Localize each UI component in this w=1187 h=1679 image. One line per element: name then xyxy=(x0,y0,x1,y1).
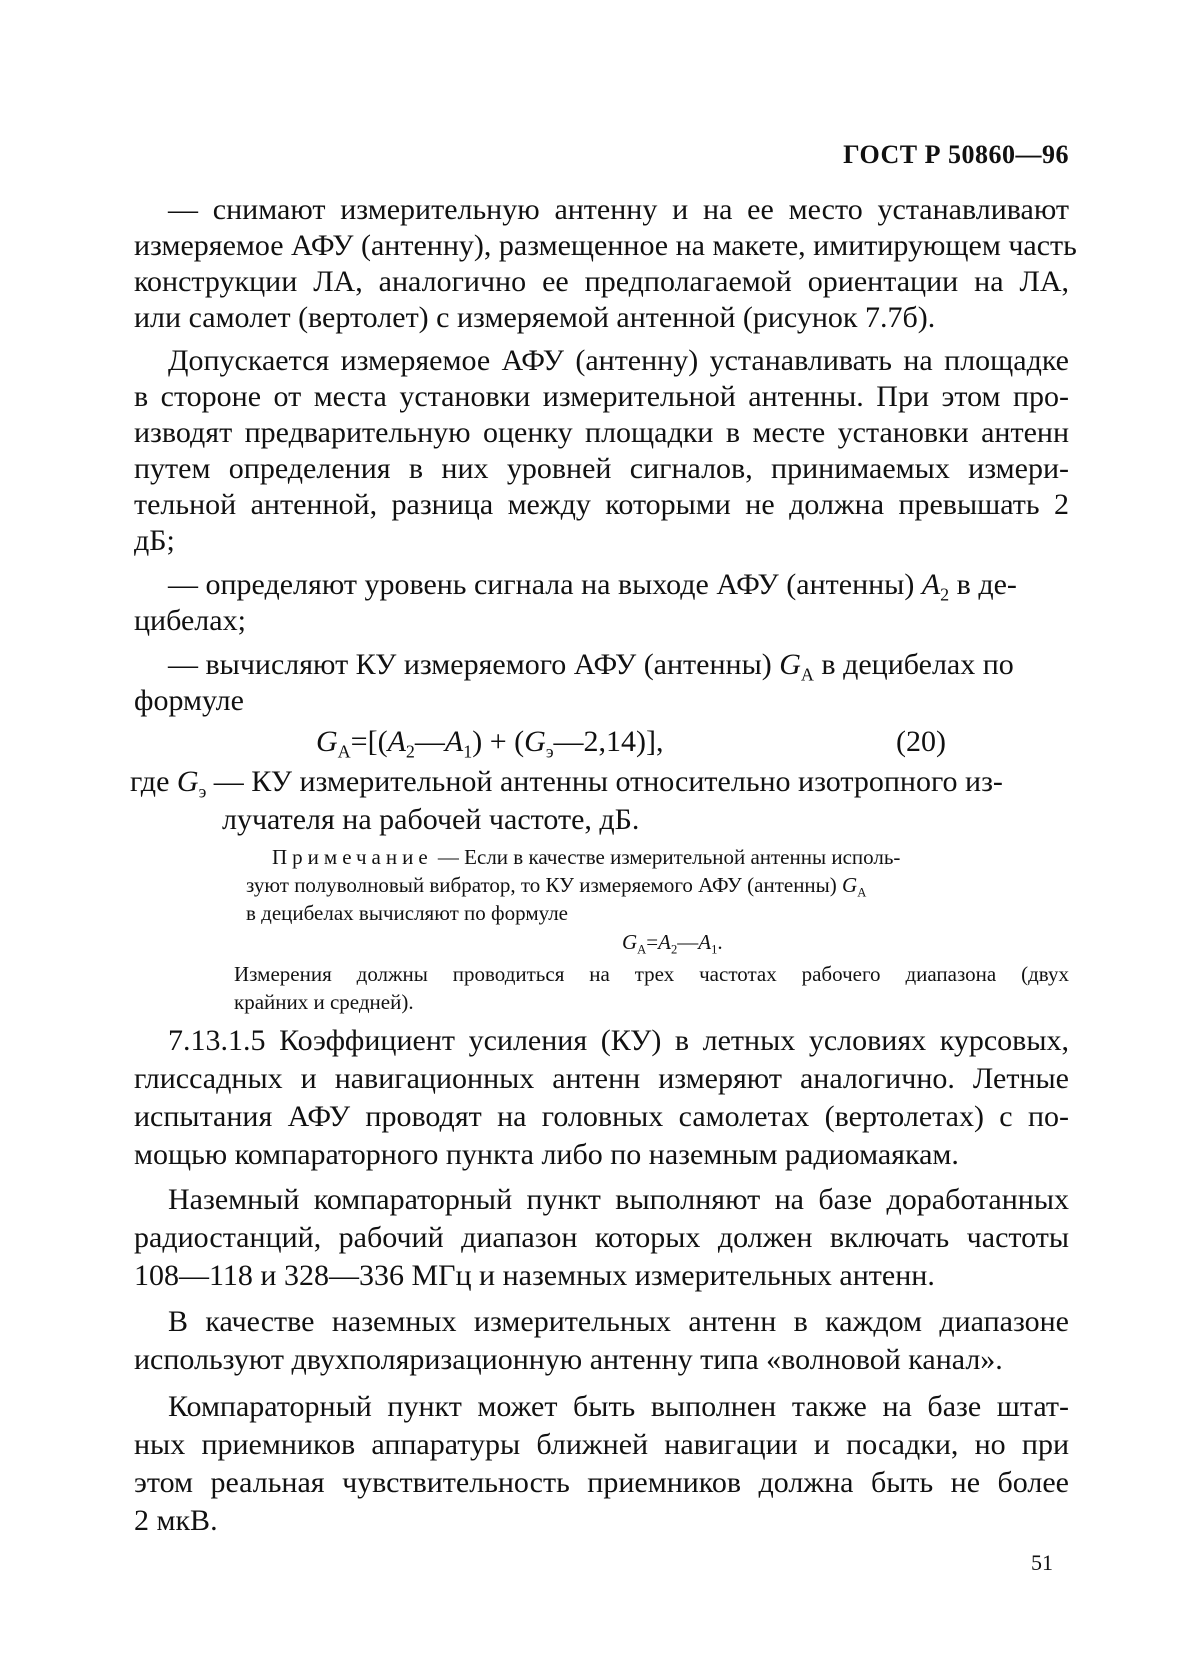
body-line: мощью компараторного пункта либо по наземным радиомаякам. xyxy=(134,1138,959,1171)
body-line: изводят предварительную оценку площадки в месте установки антенн xyxy=(134,416,1069,449)
subscript: э xyxy=(545,741,554,762)
body-line: ных приемников аппаратуры ближней навигации и посадки, но при xyxy=(134,1428,1069,1461)
body-line: или самолет (вертолет) с измеряемой антенной (рисунок 7.7б). xyxy=(134,301,936,334)
body-line: в стороне от места установки измерительной антенны. При этом про- xyxy=(134,380,1069,413)
subscript: 2 xyxy=(940,584,950,605)
note-line xyxy=(272,843,1069,871)
text-span: зуют полуволновый вибратор, то КУ измеряемого АФУ (антенны) xyxy=(246,873,837,897)
formula-number: (20) xyxy=(896,725,946,758)
variable: G xyxy=(316,725,338,758)
operator: . xyxy=(717,930,723,954)
variable: G xyxy=(779,648,801,681)
subscript: 2 xyxy=(670,942,678,957)
operator: —2,14)], xyxy=(553,725,664,758)
document-header: ГОСТ Р 50860—96 xyxy=(843,140,1069,169)
body-line: используют двухполяризационную антенну типа «волновой канал». xyxy=(134,1343,1003,1376)
text-span: — вычисляют КУ измеряемого АФУ (антенны) xyxy=(168,648,772,681)
subscript: 1 xyxy=(711,942,718,957)
body-line: — снимают измерительную антенну и на ее место устанавливают xyxy=(168,193,1069,226)
text-span: Измерения должны проводиться на трех частотах рабочего диапазона (двух xyxy=(234,962,1069,986)
operator: — xyxy=(677,930,699,954)
subscript: А xyxy=(800,664,814,685)
text-span: — определяют уровень сигнала на выходе АФУ (антенны) xyxy=(168,568,915,601)
variable: G xyxy=(176,765,199,798)
body-line: испытания АФУ проводят на головных самолетах (вертолетах) с по- xyxy=(134,1100,1069,1133)
body-line: радиостанций, рабочий диапазон которых должен включать частоты xyxy=(134,1221,1069,1254)
body-line: Наземный компараторный пункт выполняют на базе доработанных xyxy=(168,1183,1069,1216)
text-span: — КУ измерительной антенны относительно изотропного из- xyxy=(213,765,1003,798)
body-line: измеряемое АФУ (антенну), размещенное на макете, имитирующем часть xyxy=(134,229,1077,262)
body-line: Компараторный пункт может быть выполнен также на базе штат- xyxy=(168,1390,1069,1423)
body-line: 108—118 и 328—336 МГц и наземных измерительных антенн. xyxy=(134,1259,935,1292)
body-line: дБ; xyxy=(134,524,175,557)
variable: A xyxy=(921,568,941,601)
operator: — xyxy=(414,725,445,758)
text-span: где xyxy=(130,765,170,798)
operator: ) + ( xyxy=(472,725,525,758)
body-line-with-variable xyxy=(168,567,1017,612)
text-span: в де- xyxy=(956,568,1017,601)
operator: = xyxy=(646,930,659,954)
body-line-with-variable xyxy=(168,647,1014,692)
variable: A xyxy=(658,930,671,954)
subscript: 2 xyxy=(405,741,415,762)
page-number: 51 xyxy=(1031,1550,1053,1575)
note-label: Примечание xyxy=(272,845,433,869)
variable: G xyxy=(524,725,546,758)
variable: A xyxy=(387,725,406,758)
formula-20 xyxy=(316,724,664,769)
operator: =[( xyxy=(350,725,388,758)
body-line: тельной антенной, разница между которыми не должна превышать 2 xyxy=(134,488,1069,521)
body-line: В качестве наземных измерительных антенн в каждом диапазоне xyxy=(168,1305,1069,1338)
body-line: конструкции ЛА, аналогично ее предполагаемой ориентации на ЛА, xyxy=(134,265,1069,298)
body-line: формуле xyxy=(134,684,244,717)
small-line xyxy=(234,960,1069,988)
body-line: цибелах; xyxy=(134,604,246,637)
variable: A xyxy=(444,725,464,758)
variable: G xyxy=(842,873,858,897)
small-line: крайних и средней). xyxy=(234,990,414,1014)
note-line: в децибелах вычисляют по формуле xyxy=(246,901,568,925)
text-span: в децибелах по xyxy=(821,648,1014,681)
note-formula xyxy=(622,928,723,963)
subscript: А xyxy=(857,885,867,900)
subscript: А xyxy=(337,741,351,762)
variable: G xyxy=(622,930,638,954)
body-line: глиссадных и навигационных антенн измеряют аналогично. Летные xyxy=(134,1062,1069,1095)
body-line: этом реальная чувствительность приемников должна быть не более xyxy=(134,1466,1069,1499)
body-line: путем определения в них уровней сигналов, принимаемых измери- xyxy=(134,452,1069,485)
subscript: э xyxy=(198,781,207,802)
where-line: лучателя на рабочей частоте, дБ. xyxy=(222,803,640,836)
body-line: Допускается измеряемое АФУ (антенну) устанавливать на площадке xyxy=(168,344,1069,377)
text-span: — Если в качестве измерительной антенны исполь- xyxy=(437,845,901,869)
subscript: 1 xyxy=(463,741,473,762)
body-line: 2 мкВ. xyxy=(134,1504,218,1537)
subscript: А xyxy=(637,942,647,957)
body-line: 7.13.1.5 Коэффициент усиления (КУ) в летных условиях курсовых, xyxy=(168,1024,1069,1057)
variable: A xyxy=(698,930,712,954)
